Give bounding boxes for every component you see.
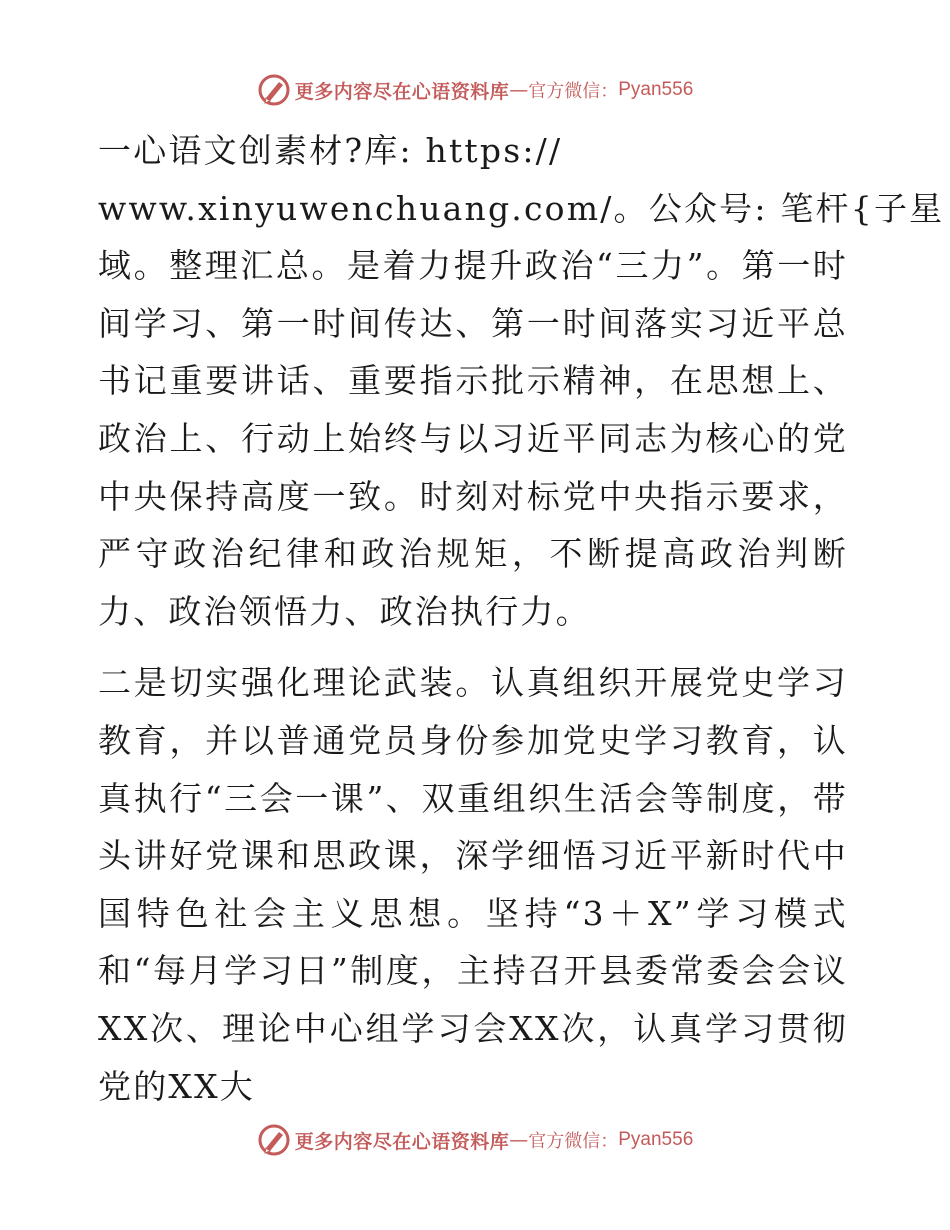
header-banner[interactable] (0, 70, 950, 110)
footer-banner-content (257, 1123, 694, 1157)
paragraph-1-line-1: 一心语文创素材?库: https:// (98, 131, 563, 170)
footer-separator: — (509, 1129, 529, 1151)
paragraph-2: 二是切实强化理论武装。认真组织开展党史学习教育，并以普通党员身份参加党史学习教育，认真执行“三会一课”、双重组织生活会等制度，带头讲好党课和思政课，深学细悟习近平新时代中国特色社会主义思想。坚持“3＋X”学习模式和“每月学习日”制度，主持召开县委常委会会议XX次、理论中心组学习会XX次，认真学习贯彻党的XX大 (98, 663, 848, 1106)
header-wechat-handle: Pyan556 (618, 79, 694, 100)
header-official-label: 官方微信： (528, 81, 619, 102)
footer-banner[interactable] (0, 1120, 950, 1160)
paragraph-1-line-2: www.xinyuwenchuang.com/。公众号: 笔杆{子星 (98, 188, 945, 228)
pen-logo-icon (257, 73, 291, 107)
footer-wechat-handle: Pyan556 (618, 1129, 694, 1150)
header-separator: — (509, 79, 529, 101)
document-body (98, 122, 945, 1115)
paragraph-1-body: 域。整理汇总。是着力提升政治“三力”。第一时间学习、第一时间传达、第一时间落实习近平总书记重要讲话、重要指示批示精神，在思想上、政治上、行动上始终与以习近平同志为核心的党中央保持高度一致。时刻对标党中央指示要求，严守政治纪律和政治规矩，不断提高政治判断力、政治领悟力、政治执行力。 (98, 246, 848, 631)
pen-logo-icon (257, 1123, 291, 1157)
paragraph-1 (98, 122, 945, 640)
header-brand-text: 更多内容尽在心语资料库 (294, 80, 510, 103)
footer-brand-text: 更多内容尽在心语资料库 (294, 1130, 510, 1153)
header-banner-content (257, 73, 694, 107)
footer-official-label: 官方微信： (528, 1131, 619, 1152)
